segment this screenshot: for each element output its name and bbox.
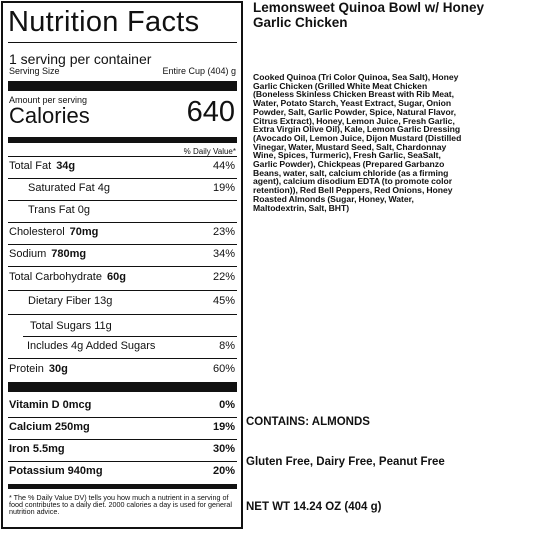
amount-per-serving: Amount per serving [9, 95, 88, 105]
nutrient-amount: 60g [106, 271, 126, 283]
serving-size-label: Serving Size [9, 66, 60, 76]
nutrient-dv: 45% [212, 295, 235, 307]
vitamin-row-potassium [8, 461, 237, 483]
thick-divider [8, 81, 237, 91]
free-from-statement: Gluten Free, Dairy Free, Peanut Free [246, 456, 445, 468]
nutrient-row-total-carbohydrate [8, 267, 237, 289]
vitamin-label: Vitamin D 0mcg [9, 399, 92, 411]
nutrient-row-total-sugars [8, 316, 237, 338]
nutrient-row-sodium [8, 244, 237, 266]
nutrient-row-cholesterol [8, 222, 237, 244]
medium-divider [8, 484, 237, 489]
nutrient-label: Sodium [9, 248, 47, 260]
nutrient-amount: 34g [56, 160, 76, 172]
nutrient-row-added-sugars [8, 336, 237, 358]
nutrient-dv: 23% [212, 226, 235, 238]
vitamin-dv: 20% [212, 465, 235, 477]
thick-divider [8, 382, 237, 392]
nutrient-label: Total Fat [9, 160, 52, 172]
daily-value-header: % Daily Value* [183, 147, 236, 156]
vitamin-dv: 19% [212, 421, 235, 433]
nutrient-amount: 30g [48, 363, 68, 375]
vitamin-label: Potassium 940mg [9, 465, 103, 477]
vitamin-dv: 30% [212, 443, 235, 455]
calories-label: Calories [9, 103, 90, 128]
nutrient-dv: 60% [212, 363, 235, 375]
nutrient-amount: 70mg [69, 226, 99, 238]
serving-size-value: Entire Cup (404) g [162, 66, 236, 76]
net-weight: NET WT 14.24 OZ (404 g) [246, 501, 382, 513]
nutrient-dv: 8% [219, 340, 235, 352]
product-title: Lemonsweet Quinoa Bowl w/ Honey Garlic Chicken [253, 0, 485, 30]
nutrient-label: Cholesterol [9, 226, 65, 238]
nutrition-facts-panel [1, 1, 243, 529]
medium-divider [8, 137, 237, 143]
nutrient-dv: 22% [212, 271, 235, 283]
nutrient-amount: 780mg [51, 248, 87, 260]
ingredients-list: Cooked Quinoa (Tri Color Quinoa, Sea Salt), Honey Garlic Chicken (Grilled White Meat Chicken (Boneless Skinless Chicken Breast with Rib Meat, Water, Potato Starch, Yeast Extract, Sugar, Onion Powder, Salt, Garlic Powder, Spice, Natural Flavor, Citrus Extract), Honey, Lemon Juice, Fresh Garlic, Extra Virgin Olive Oil), Kale, Lemon Garlic Dressing (Avocado Oil, Lemon Juice, Dijon Mustard (Distilled Vinegar, Water, Mustard Seed, Salt, Chardonnay Wine, Spices, Turmeric), Fresh Garlic, SeaSalt, Garlic Powder), Chickpeas (Prepared Garbanzo Beans, water, salt, calcium chloride (as a firming agent), calcium disodium EDTA (to promote color retention)), Red Bell Peppers, Red Onions, Honey Roasted Almonds (Sugar, Honey, Water, Maltodextrin, Salt, BHT) [253, 72, 462, 213]
nutrition-facts-title: Nutrition Facts [8, 6, 200, 38]
nutrient-label: Saturated Fat 4g [28, 182, 110, 194]
nutrient-dv: 44% [212, 160, 235, 172]
vitamin-dv: 0% [219, 399, 235, 411]
nutrient-label: Total Carbohydrate [9, 271, 102, 283]
nutrient-row-dietary-fiber [8, 291, 237, 313]
nutrient-row-saturated-fat [8, 178, 237, 200]
divider [8, 42, 237, 43]
nutrient-dv: 34% [212, 248, 235, 260]
nutrient-row-total-fat [8, 156, 237, 178]
vitamin-row-iron [8, 439, 237, 461]
nutrient-label: Dietary Fiber 13g [28, 295, 113, 307]
allergen-statement: CONTAINS: ALMONDS [246, 416, 370, 428]
nutrient-label: Includes 4g Added Sugars [27, 340, 156, 352]
nutrient-row-protein [8, 359, 237, 381]
calories-value: 640 [186, 96, 235, 128]
vitamin-label: Calcium 250mg [9, 421, 90, 433]
divider [8, 314, 237, 315]
nutrient-label: Protein [9, 363, 44, 375]
nutrient-label: Trans Fat 0g [28, 204, 90, 216]
vitamin-row-calcium [8, 417, 237, 439]
nutrient-row-trans-fat [8, 200, 237, 222]
nutrient-dv: 19% [212, 182, 235, 194]
nutrient-label: Total Sugars 11g [30, 320, 112, 332]
daily-value-footnote: * The % Daily Value DV) tells you how much a nutrient in a serving of food contributes to a daily diet. 2000 calories a day is used for general nutrition advice. [9, 493, 232, 516]
servings-per-container: 1 serving per container [9, 51, 152, 67]
vitamin-label: Iron 5.5mg [9, 443, 65, 455]
vitamin-row-vitamin-d [8, 395, 237, 417]
